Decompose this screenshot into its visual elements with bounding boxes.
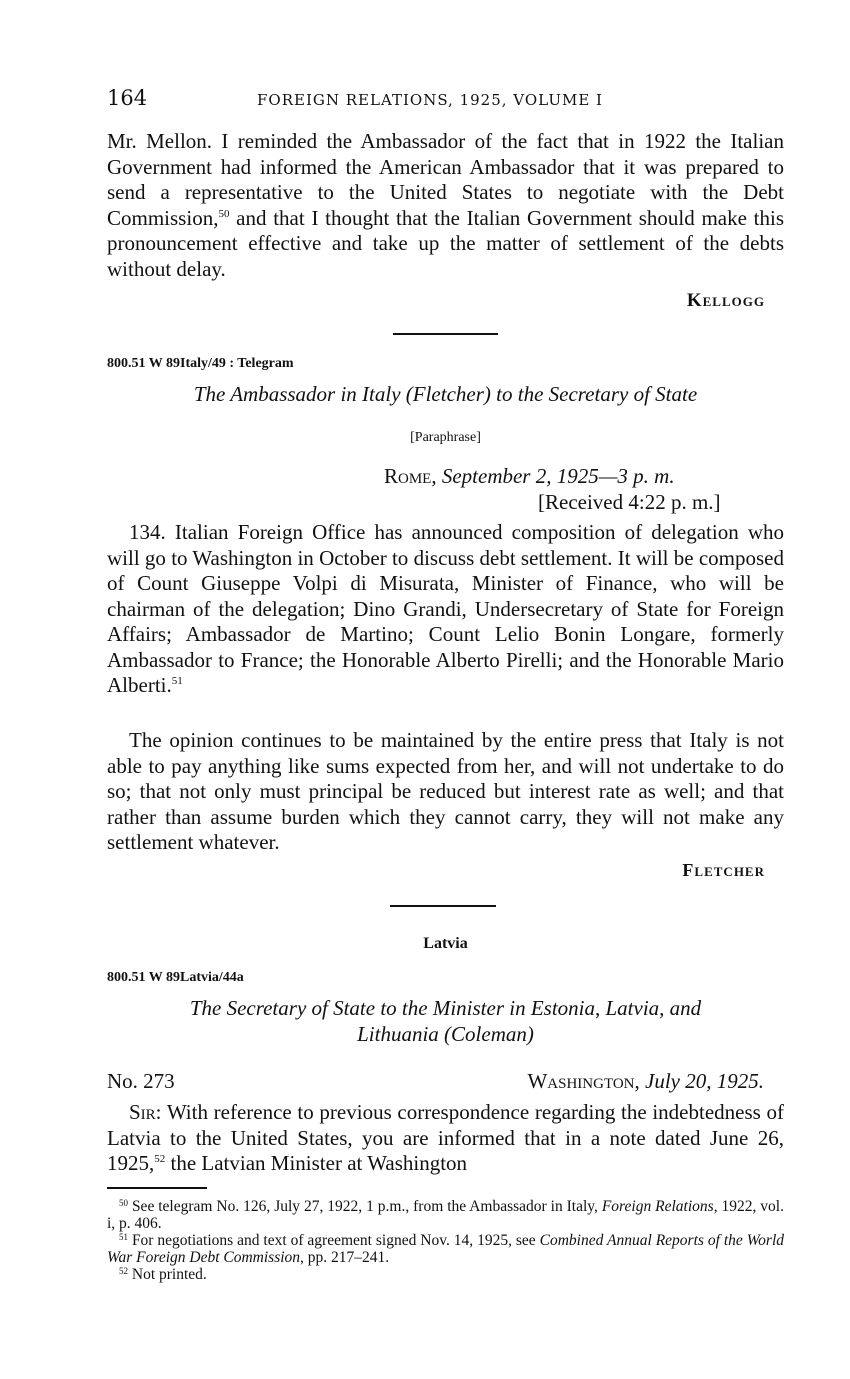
file-reference: 800.51 W 89Latvia/44a <box>107 970 244 985</box>
document-title-line-2: Lithuania (Coleman) <box>357 1022 534 1046</box>
letter-paragraph: Sir: With reference to previous correspondence regarding the indebtedness of Latvia to the United States, you are informed that in a note dated June 26, 1925,52 the Latvian Minister at Washington <box>107 1100 784 1175</box>
salutation: Sir: <box>129 1100 162 1124</box>
signature-fletcher: Fletcher <box>682 860 765 880</box>
footnotes <box>107 1198 784 1283</box>
divider <box>390 905 496 907</box>
dateline-place: Rome, <box>384 464 437 488</box>
received-time: [Received 4:22 p. m.] <box>538 490 721 514</box>
footnote-ref: 51 <box>171 675 183 687</box>
dateline-place: Washington, <box>527 1069 640 1093</box>
dateline <box>384 464 675 489</box>
footnote-divider <box>107 1187 207 1189</box>
footnote-ref: 50 <box>218 207 230 220</box>
telegram-paragraph-2: The opinion continues to be maintained by the entire press that Italy is not able to pay anything like sums expected from her, and will not undertake to do so; that not only must principal be reduced but interest rate as well; and that rather than assume burden which they cannot carry, they will not make any settlement whatever. <box>107 728 784 854</box>
footnote: $^{52}$ Not printed. <box>119 1266 207 1283</box>
running-head: FOREIGN RELATIONS, 1925, VOLUME I <box>257 91 603 109</box>
file-reference: 800.51 W 89Italy/49 : Telegram <box>107 356 294 371</box>
document-number: No. 273 <box>107 1069 175 1093</box>
dateline <box>527 1069 764 1094</box>
previous-document-text: Mr. Mellon. I reminded the Ambassador of the fact that in 1922 the Italian Government had informed the American Ambassador that it was prepared to send a representative to the United States to negotiate with the Debt Commission,$^{50}$ and that I thought that the Italian Government should make this pronouncement effective and take up the matter of settlement of the debts without delay. <box>107 129 784 281</box>
document-title: The Ambassador in Italy (Fletcher) to the Secretary of State <box>193 382 698 406</box>
page-header <box>107 86 784 116</box>
paraphrase-note: [Paraphrase] <box>410 430 481 445</box>
page-number: 164 <box>107 86 148 110</box>
dateline-date: September 2, 1925—3 p. m. <box>441 464 675 488</box>
dateline-date: July 20, 1925. <box>645 1069 764 1093</box>
footnote: $^{51}$ For negotiations and text of agreement signed Nov. 14, 1925, see Combined Annual Reports of the World War Foreign Debt Commission, pp. 217–241. <box>107 1232 785 1266</box>
footnote-ref: 52 <box>154 1153 166 1165</box>
divider <box>393 333 498 335</box>
footnote: $^{50}$ See telegram No. 126, July 27, 1922, 1 p.m., from the Ambassador in Italy, Foreign Relations, 1922, vol. i, p. 406. <box>107 1198 784 1232</box>
section-heading: Latvia <box>423 935 468 952</box>
signature-kellogg: Kellogg <box>686 290 765 311</box>
telegram-paragraph-1: 134. Italian Foreign Office has announced composition of delegation who will go to Washington in October to discuss debt settlement. It will be composed of Count Giuseppe Volpi di Misurata, Minister of Finance, who will be chairman of the delegation; Dino Grandi, Undersecretary of State for Foreign Affairs; Ambassador de Martino; Count Lelio Bonin Longare, formerly Ambassador to France; the Honorable Alberto Pirelli; and the Honorable Mario Alberti.$^{51}$ <box>107 520 784 697</box>
document-title-line-1: The Secretary of State to the Minister in Estonia, Latvia, and <box>189 996 702 1020</box>
